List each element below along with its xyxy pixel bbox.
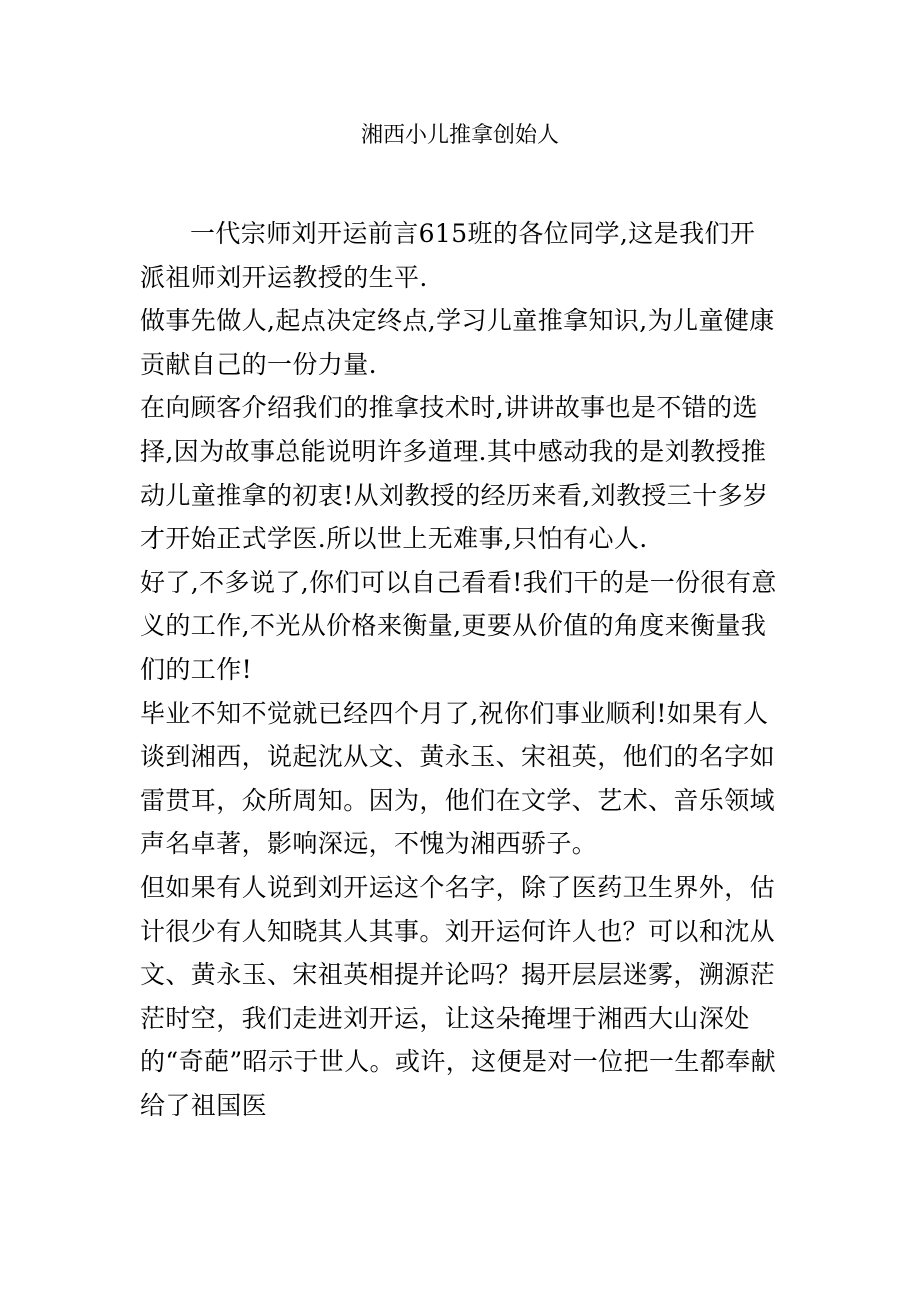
paragraph-6: 但如果有人说到刘开运这个名字，除了医药卫生界外，估计很少有人知晓其人其事。刘开运何许人也？可以和沈从文、黄永玉、宋祖英相提并论吗？揭开层层迷雾，溯源茫茫时空，我们走进刘开运，让这朵掩埋于湘西大山深处的“奇葩”昭示于世人。或许，这便是对一位把一生都奉献给了祖国医	[140, 872, 776, 1120]
paragraph-4: 好了,不多说了,你们可以自己看看!我们干的是一份很有意义的工作,不光从价格来衡量,更要从价值的角度来衡量我们的工作!	[140, 567, 777, 684]
paragraph-3: 在向顾客介绍我们的推拿技术时,讲讲故事也是不错的选择,因为故事总能说明许多道理.其中感动我的是刘教授推动儿童推拿的初衷!从刘教授的经历来看,刘教授三十多岁才开始正式学医.所以世上无难事,只怕有心人.	[140, 393, 769, 554]
paragraph-5: 毕业不知不觉就已经四个月了,祝你们事业顺利!如果有人谈到湘西，说起沈从文、黄永玉、宋祖英，他们的名字如雷贯耳，众所周知。因为，他们在文学、艺术、音乐领域声名卓著，影响深远，不愧为湘西骄子。	[140, 698, 776, 859]
paragraph-1: 一代宗师刘开运前言615班的各位同学,这是我们开派祖师刘开运教授的生平.	[140, 219, 756, 292]
document-body	[140, 212, 780, 1127]
paragraph-2: 做事先做人,起点决定终点,学习儿童推拿知识,为儿童健康贡献自己的一份力量.	[140, 306, 775, 379]
document-title: 湘西小儿推拿创始人	[360, 123, 559, 148]
